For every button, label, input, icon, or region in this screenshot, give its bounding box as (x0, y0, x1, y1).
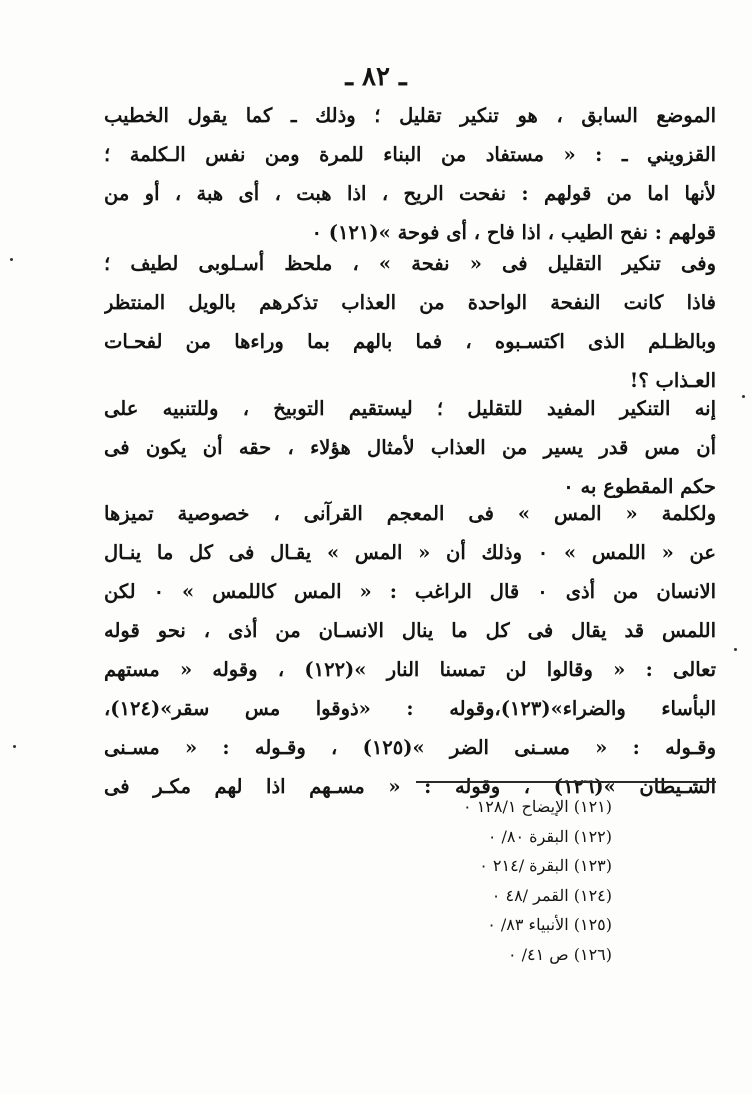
footnote: (١٢٥) الأنبياء ٨٣/ ٠ (487, 915, 612, 934)
text-line: أن مس قدر يسير من العذاب لأمثال هؤلاء ، حقه أن يكون فى (104, 436, 716, 459)
text-line: وفى تنكير التقليل فى « نفحة » ، ملحظ أسـلوبى لطيف ؛ (104, 252, 716, 275)
footnote-divider (416, 781, 716, 783)
page-number: ـ ٨٢ ـ (345, 62, 407, 92)
text-line: وقـوله : « مسـنى الضر »(١٢٥) ، وقـوله : « مسـنى (104, 736, 716, 759)
scan-speck (10, 258, 13, 261)
text-line: تعالى : « وقالوا لن تمسنا النار »(١٢٢) ، وقوله « مستهم (104, 658, 716, 681)
paragraph (104, 96, 716, 252)
text-line: القزويني ـ : « مستفاد من البناء للمرة ومن نفس الـكلمة ؛ (104, 143, 716, 166)
footnote: (١٢٣) البقرة /٢١٤ ٠ (479, 856, 612, 875)
scan-speck (734, 648, 737, 651)
text-line: ولكلمة « المس » فى المعجم القرآنى ، خصوصية تميزها (104, 502, 716, 525)
text-line: الموضع السابق ، هو تنكير تقليل ؛ وذلك ـ كما يقول الخطيب (104, 104, 716, 127)
text-line: الشـيطان »(١٢٦) ، وقوله : « مسـهم اذا لهم مكـر فى (104, 775, 716, 798)
text-line: فاذا كانت النفحة الواحدة من العذاب تذكرهم بالويل المنتظر (104, 291, 716, 314)
scan-speck (13, 745, 16, 748)
text-line: الانسان من أذى ٠ قال الراغب : « المس كاللمس » ٠ لكن (104, 580, 716, 603)
footnotes (292, 792, 612, 969)
footnote: (١٢٢) البقرة ٨٠/ ٠ (487, 826, 612, 846)
footnote: (١٢٤) القمر /٤٨ ٠ (491, 885, 612, 905)
text-line: قولهم : نفح الطيب ، اذا فاح ، أى فوحة »(١٢١) ٠ (311, 221, 716, 244)
text-line: العـذاب ؟! (629, 369, 716, 392)
text-line: عن « اللمس » ٠ وذلك أن « المس » يقـال فى كل ما ينـال (104, 541, 716, 564)
paragraph (104, 494, 716, 806)
text-line: إنه التنكير المفيد للتقليل ؛ ليستقيم التوبيخ ، وللتنبيه على (104, 397, 716, 420)
text-line: وبالظـلم الذى اكتسـبوه ، فما بالهم بما وراءها من لفحـات (104, 330, 716, 353)
footnote: (١٢١) الإيضاح ١٢٨/١ ٠ (463, 797, 612, 816)
paragraph (104, 389, 716, 506)
text-line: لأنها اما من قولهم : نفحت الريح ، اذا هبت ، أى هبة ، أو من (104, 182, 716, 205)
footnote: (١٢٦) ص ٤١/ ٠ (507, 944, 612, 964)
scan-speck (742, 395, 745, 398)
text-line: حكم المقطوع به ٠ (563, 475, 716, 498)
text-line: البأساء والضراء»(١٢٣)،وقوله : «ذوقوا مس سقر»(١٢٤)، (104, 697, 716, 720)
paragraph (104, 244, 716, 400)
text-line: اللمس قد يقال فى كل ما ينال الانسـان من أذى ، نحو قوله (104, 619, 716, 642)
